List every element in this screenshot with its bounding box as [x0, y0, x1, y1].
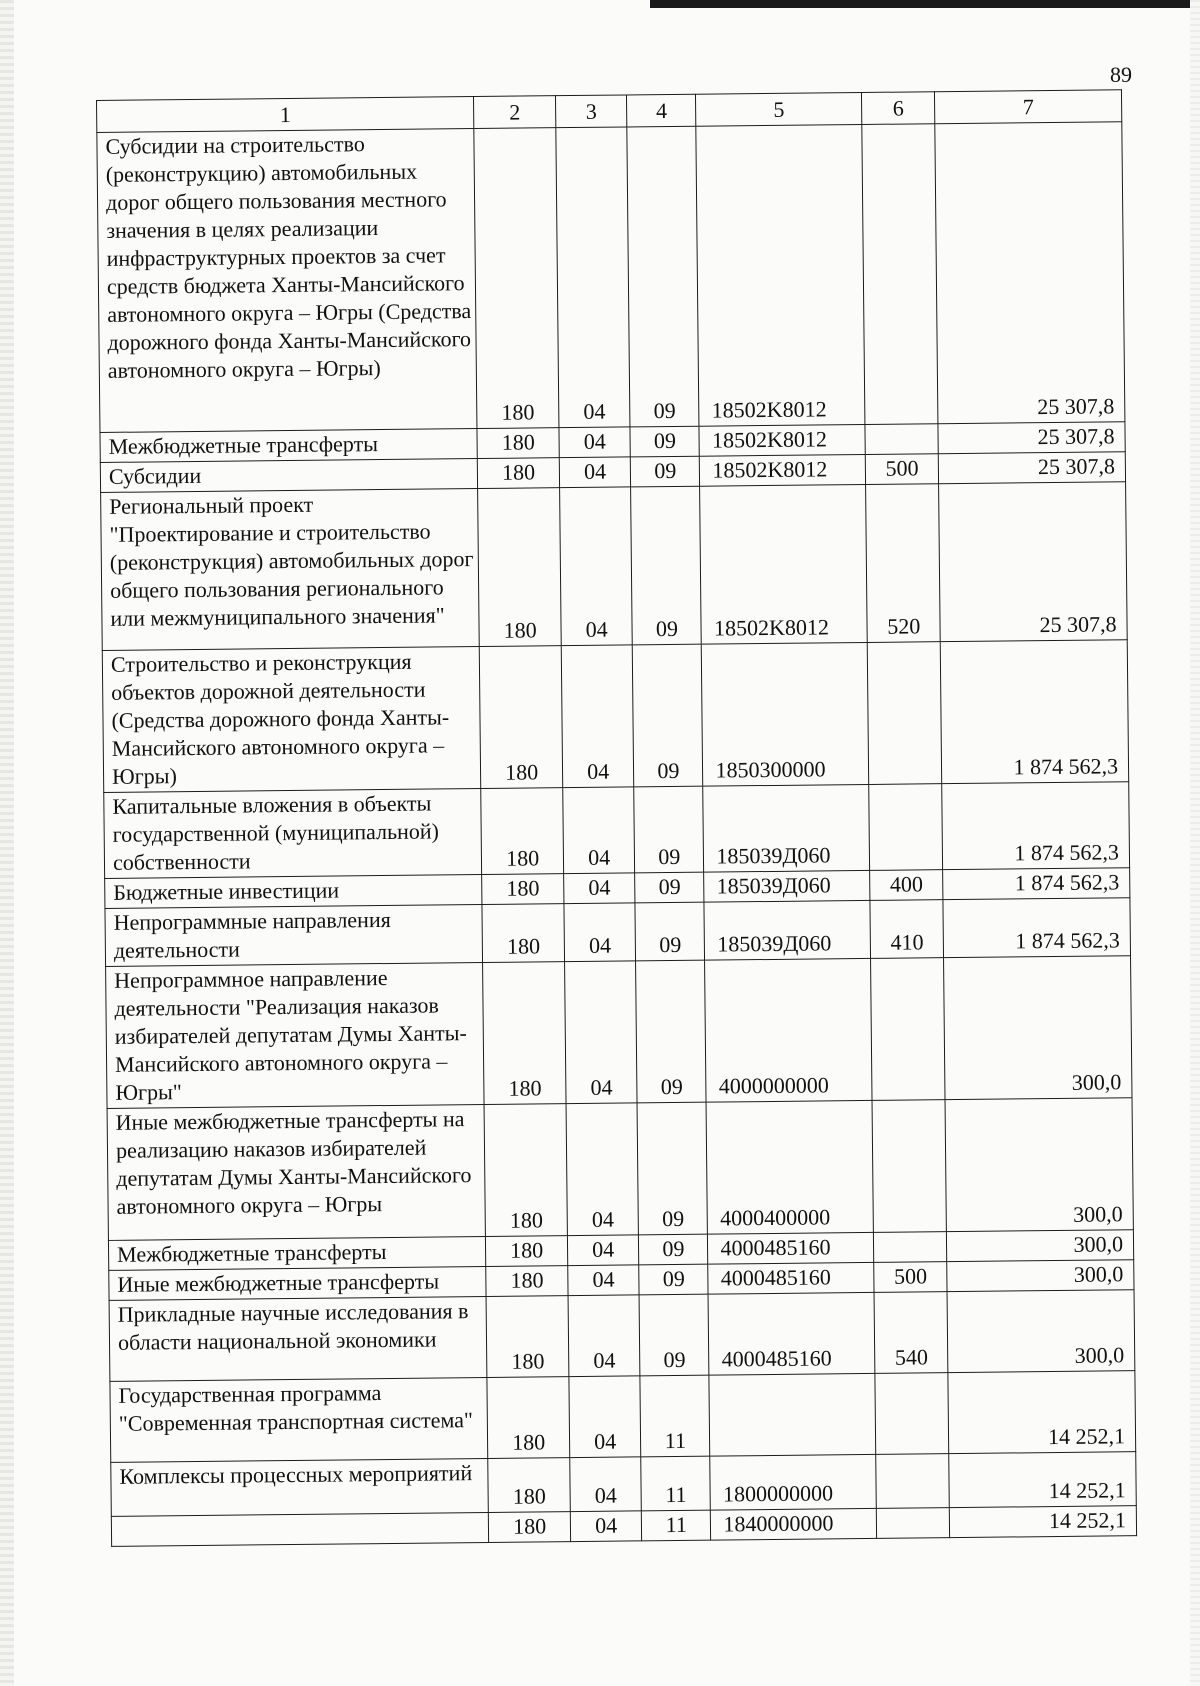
row-code-2-cell: 180	[488, 1458, 570, 1513]
row-name-cell: Прикладные научные исследования в области национальной экономики	[109, 1296, 487, 1381]
row-code-4-cell: 09	[630, 426, 699, 457]
row-expense-type-cell: 410	[870, 900, 944, 959]
row-code-2-cell: 180	[478, 458, 560, 489]
row-amount-cell: 300,0	[947, 1290, 1134, 1373]
row-expense-type-cell	[862, 124, 938, 425]
row-target-code-cell: 1850300000	[702, 642, 869, 786]
row-code-2-cell: 180	[486, 1266, 568, 1297]
row-expense-type-cell	[875, 1373, 949, 1455]
column-header-7: 7	[935, 90, 1122, 124]
row-target-code-cell: 18502K8012	[699, 424, 865, 456]
table-row	[102, 640, 1128, 793]
row-amount-cell: 1 874 562,3	[941, 640, 1129, 784]
row-expense-type-cell	[872, 1100, 947, 1233]
table-body	[97, 90, 1137, 1547]
row-expense-type-cell: 520	[866, 484, 941, 643]
table-row	[106, 956, 1132, 1109]
row-target-code-cell: 4000485160	[708, 1292, 874, 1375]
row-code-2-cell: 180	[486, 1236, 568, 1267]
column-header-6: 6	[861, 92, 935, 125]
row-target-code-cell: 1840000000	[711, 1508, 877, 1540]
row-target-code-cell: 185039Д060	[704, 900, 870, 960]
row-code-2-cell: 180	[480, 646, 563, 789]
row-amount-cell: 25 307,8	[935, 122, 1125, 424]
page-number: 89	[1110, 62, 1132, 87]
row-code-2-cell: 180	[477, 428, 559, 459]
row-target-code-cell: 4000400000	[706, 1100, 873, 1234]
row-code-2-cell: 180	[484, 1104, 567, 1237]
row-amount-cell: 25 307,8	[938, 422, 1125, 454]
row-code-3-cell: 04	[564, 873, 636, 904]
scan-right-edge	[1190, 0, 1200, 1686]
row-code-3-cell: 04	[568, 1265, 640, 1296]
table-row	[105, 898, 1131, 967]
row-amount-cell: 300,0	[947, 1230, 1134, 1262]
row-name-cell: Межбюджетные трансферты	[100, 429, 478, 463]
row-target-code-cell: 185039Д060	[704, 870, 870, 902]
row-code-3-cell: 04	[563, 787, 635, 874]
row-code-3-cell: 04	[570, 1511, 642, 1542]
row-code-4-cell: 09	[631, 486, 702, 645]
row-name-cell: Межбюджетные трансферты	[108, 1236, 486, 1270]
row-amount-cell: 1 874 562,3	[943, 868, 1130, 900]
row-amount-cell: 25 307,8	[939, 482, 1127, 642]
row-code-3-cell: 04	[569, 1376, 641, 1458]
row-name-cell: Непрограммное направление деятельности "Реализация наказов избирателей депутатам Думы Ханты-Мансийского автономного округа – Югры"	[106, 962, 485, 1108]
row-expense-type-cell: 540	[874, 1292, 948, 1374]
row-amount-cell: 300,0	[945, 1098, 1133, 1232]
row-code-4-cell: 11	[640, 1375, 710, 1457]
row-name-cell: Комплексы процессных мероприятий	[111, 1458, 489, 1516]
row-code-2-cell: 180	[487, 1377, 570, 1459]
row-code-3-cell: 04	[559, 427, 631, 458]
row-code-4-cell: 09	[634, 786, 704, 873]
column-header-3: 3	[556, 95, 628, 128]
row-code-4-cell: 11	[641, 1456, 711, 1511]
column-header-2: 2	[474, 96, 556, 129]
row-expense-type-cell	[869, 784, 943, 871]
row-expense-type-cell	[871, 958, 946, 1101]
row-amount-cell: 1 874 562,3	[943, 898, 1130, 958]
row-name-cell: Непрограммные направления деятельности	[105, 904, 483, 966]
row-target-code-cell: 4000485160	[708, 1262, 874, 1294]
row-expense-type-cell	[867, 642, 942, 785]
row-code-4-cell: 09	[631, 456, 700, 487]
column-header-4: 4	[627, 94, 696, 127]
row-code-3-cell: 04	[560, 487, 633, 646]
row-target-code-cell	[709, 1373, 875, 1456]
row-name-cell: Государственная программа "Современная транспортная система"	[110, 1377, 488, 1462]
scan-top-edge	[650, 0, 1200, 8]
column-header-1: 1	[97, 97, 475, 133]
row-code-3-cell: 04	[565, 961, 638, 1104]
row-code-2-cell: 180	[481, 788, 564, 875]
row-code-4-cell: 09	[637, 1102, 708, 1235]
row-amount-cell: 25 307,8	[939, 452, 1126, 484]
row-amount-cell: 300,0	[947, 1260, 1134, 1292]
row-code-3-cell: 04	[561, 645, 634, 788]
scan-left-edge	[0, 0, 14, 1686]
row-code-3-cell: 04	[556, 127, 630, 428]
row-name-cell: Региональный проект "Проектирование и строительство (реконструкция) автомобильных дорог общего пользования регионального или межмуниципального значения"	[101, 489, 480, 651]
row-code-2-cell: 180	[478, 488, 561, 647]
row-target-code-cell: 4000485160	[708, 1232, 874, 1264]
row-target-code-cell: 4000000000	[705, 958, 872, 1102]
row-amount-cell: 1 874 562,3	[942, 782, 1129, 870]
row-amount-cell: 14 252,1	[948, 1371, 1135, 1454]
row-code-2-cell: 180	[489, 1512, 571, 1543]
row-code-4-cell: 09	[627, 126, 699, 427]
row-target-code-cell: 18502K8012	[700, 484, 867, 644]
row-code-4-cell: 09	[639, 1294, 709, 1376]
table-row	[97, 122, 1125, 433]
row-expense-type-cell	[873, 1232, 947, 1263]
row-code-3-cell: 04	[559, 457, 631, 488]
row-code-3-cell: 04	[564, 903, 636, 962]
row-target-code-cell: 18502K8012	[696, 124, 865, 426]
row-code-4-cell: 09	[633, 644, 704, 787]
row-expense-type-cell	[876, 1454, 950, 1509]
row-name-cell: Субсидии на строительство (реконструкцию) автомобильных дорог общего пользования местного значения в целях реализации инфраструктурных проектов за счет средств бюджета Ханты-Мансийского автономного округа – Югры (Средства дорожного фонда Ханты-Мансийского автономного округа – Югры)	[97, 129, 477, 433]
row-target-code-cell: 185039Д060	[703, 784, 869, 872]
row-code-3-cell: 04	[568, 1295, 640, 1377]
row-code-4-cell: 09	[636, 960, 707, 1103]
row-name-cell: Бюджетные инвестиции	[105, 875, 483, 909]
row-code-4-cell: 11	[642, 1510, 711, 1541]
budget-table	[96, 89, 1137, 1547]
row-expense-type-cell	[865, 424, 939, 455]
row-code-2-cell: 180	[486, 1296, 569, 1378]
column-header-5: 5	[696, 92, 862, 126]
row-code-2-cell: 180	[483, 962, 566, 1105]
row-code-4-cell: 09	[635, 872, 704, 903]
row-expense-type-cell: 500	[874, 1262, 948, 1293]
row-expense-type-cell	[876, 1508, 950, 1539]
row-code-4-cell: 09	[639, 1264, 708, 1295]
row-code-3-cell: 04	[570, 1457, 642, 1512]
row-target-code-cell: 1800000000	[710, 1454, 876, 1510]
row-amount-cell: 14 252,1	[950, 1506, 1137, 1538]
table-row	[101, 482, 1128, 651]
row-code-4-cell: 09	[635, 902, 705, 961]
row-code-3-cell: 04	[567, 1235, 639, 1266]
row-name-cell: Строительство и реконструкция объектов дорожной деятельности (Средства дорожного фонда Ханты-Мансийского автономного округа – Югры)	[102, 647, 481, 793]
row-code-2-cell: 180	[482, 874, 564, 905]
row-name-cell: Иные межбюджетные трансферты на реализацию наказов избирателей депутатам Думы Ханты-Мансийского автономного округа – Югры	[107, 1104, 486, 1240]
table-row	[104, 782, 1130, 879]
row-target-code-cell: 18502K8012	[700, 454, 866, 486]
table-row	[107, 1098, 1133, 1241]
table-row	[109, 1290, 1135, 1382]
row-name-cell: Капитальные вложения в объекты государственной (муниципальной) собственности	[104, 789, 482, 879]
row-amount-cell: 300,0	[944, 956, 1132, 1100]
row-name-cell	[111, 1512, 489, 1546]
row-code-3-cell: 04	[566, 1103, 639, 1236]
row-expense-type-cell: 400	[870, 870, 944, 901]
table-row	[110, 1371, 1136, 1463]
row-name-cell: Иные межбюджетные трансферты	[109, 1266, 487, 1300]
row-name-cell: Субсидии	[100, 459, 478, 493]
row-code-2-cell: 180	[474, 128, 559, 429]
row-amount-cell: 14 252,1	[949, 1452, 1136, 1508]
row-expense-type-cell: 500	[865, 454, 939, 485]
row-code-4-cell: 09	[639, 1234, 708, 1265]
row-code-2-cell: 180	[482, 904, 564, 963]
